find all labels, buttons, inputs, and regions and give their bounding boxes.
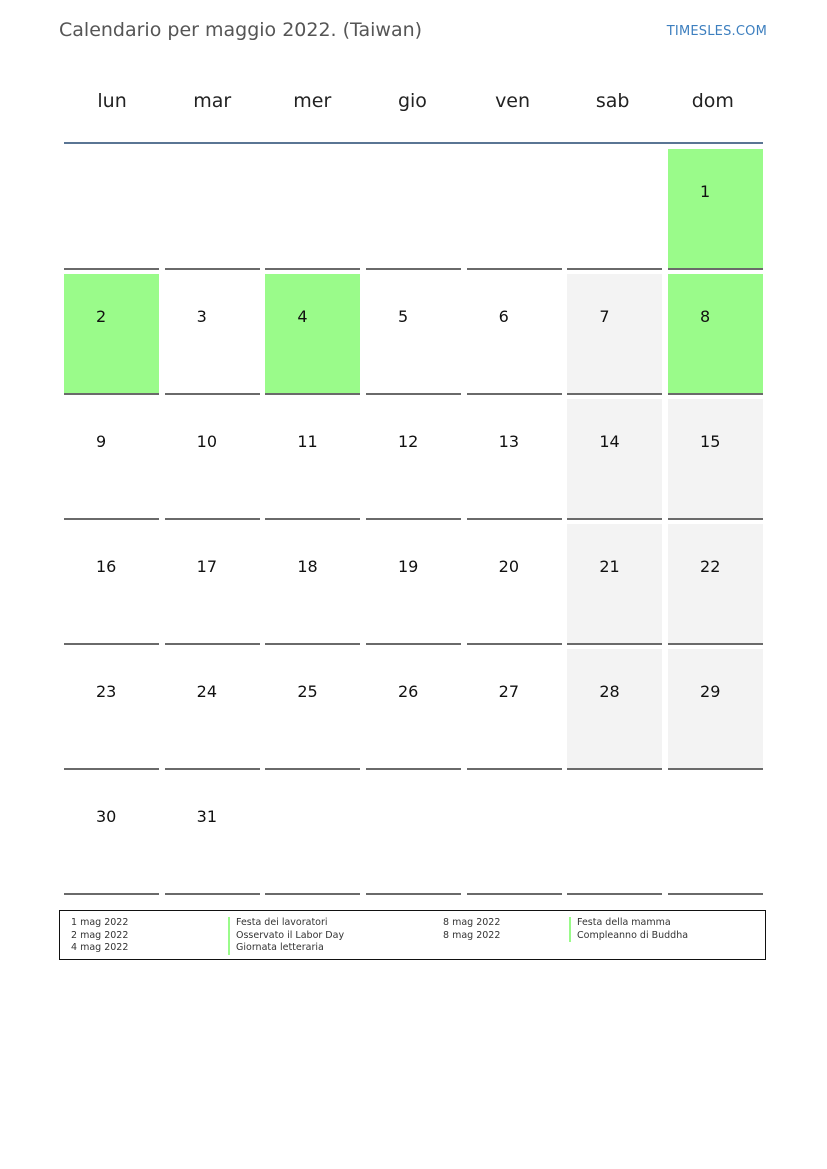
day-cell — [366, 524, 461, 645]
legend-names-left — [228, 917, 344, 955]
page-title: Calendario per maggio 2022. (Taiwan) — [59, 19, 423, 41]
day-number: 24 — [196, 682, 218, 701]
day-number: 10 — [196, 432, 218, 451]
legend-holiday-name: Festa dei lavoratori — [228, 917, 344, 930]
day-cell — [165, 649, 260, 770]
day-cell — [668, 399, 763, 520]
legend-dates-left — [71, 917, 128, 955]
day-cell — [64, 399, 159, 520]
day-number: 9 — [96, 432, 107, 451]
empty-day-cell — [265, 149, 360, 270]
holiday-legend — [59, 910, 766, 960]
day-cell — [467, 399, 562, 520]
day-number: 5 — [398, 307, 409, 326]
brand-link[interactable]: TIMESLES.COM — [666, 24, 767, 39]
empty-day-cell — [265, 774, 360, 895]
day-cell — [668, 524, 763, 645]
day-cell — [567, 649, 662, 770]
day-number: 1 — [700, 182, 711, 201]
day-cell — [265, 524, 360, 645]
calendar-grid — [64, 149, 763, 894]
day-cell — [567, 399, 662, 520]
day-cell — [467, 649, 562, 770]
day-number: 3 — [196, 307, 207, 326]
day-cell — [165, 774, 260, 895]
day-number: 29 — [700, 682, 721, 701]
day-number: 16 — [96, 557, 117, 576]
legend-date: 8 mag 2022 — [443, 929, 501, 941]
day-number: 18 — [297, 557, 318, 576]
day-cell — [668, 149, 763, 270]
day-cell — [64, 524, 159, 645]
day-cell — [567, 274, 662, 395]
weekday-label: sab — [595, 90, 630, 112]
day-number: 30 — [96, 807, 117, 826]
empty-day-cell — [467, 149, 562, 270]
day-number: 12 — [398, 432, 419, 451]
day-number: 8 — [700, 307, 711, 326]
weekday-header — [62, 90, 763, 118]
day-number: 27 — [498, 682, 520, 701]
legend-names-right — [569, 917, 688, 942]
legend-date: 8 mag 2022 — [443, 917, 501, 928]
day-cell — [668, 274, 763, 395]
day-number: 7 — [599, 307, 610, 326]
day-number: 21 — [599, 557, 620, 576]
weekday-label: mer — [293, 90, 332, 112]
weekday-label: ven — [495, 90, 531, 112]
legend-holiday-name: Osservato il Labor Day — [228, 930, 344, 943]
day-number: 15 — [700, 432, 721, 451]
day-cell — [366, 649, 461, 770]
day-cell — [265, 274, 360, 395]
empty-day-cell — [366, 149, 461, 270]
legend-date: 1 mag 2022 — [71, 917, 129, 928]
day-number: 17 — [196, 557, 218, 576]
day-number: 31 — [196, 807, 218, 826]
day-number: 14 — [599, 432, 620, 451]
empty-day-cell — [668, 774, 763, 895]
weekday-label: gio — [397, 90, 427, 112]
day-cell — [165, 399, 260, 520]
day-number: 11 — [297, 432, 318, 451]
weekday-label: dom — [691, 90, 734, 112]
header-divider — [64, 142, 763, 144]
day-cell — [366, 399, 461, 520]
legend-holiday-name: Giornata letteraria — [228, 942, 344, 955]
empty-day-cell — [64, 149, 159, 270]
legend-holiday-name: Compleanno di Buddha — [569, 930, 688, 943]
empty-day-cell — [366, 774, 461, 895]
day-cell — [467, 274, 562, 395]
empty-day-cell — [467, 774, 562, 895]
weekday-label: mar — [193, 90, 232, 112]
day-number: 6 — [498, 307, 509, 326]
legend-holiday-name: Festa della mamma — [569, 917, 688, 930]
day-cell — [64, 774, 159, 895]
day-cell — [265, 649, 360, 770]
day-number: 25 — [297, 682, 318, 701]
day-number: 2 — [96, 307, 107, 326]
day-number: 20 — [498, 557, 520, 576]
day-number: 26 — [398, 682, 419, 701]
day-cell — [567, 524, 662, 645]
day-cell — [64, 274, 159, 395]
day-number: 28 — [599, 682, 620, 701]
day-number: 23 — [96, 682, 117, 701]
legend-date: 4 mag 2022 — [71, 942, 129, 953]
day-number: 19 — [398, 557, 419, 576]
day-cell — [165, 274, 260, 395]
legend-dates-right — [443, 917, 500, 942]
legend-date: 2 mag 2022 — [71, 929, 129, 941]
day-cell — [668, 649, 763, 770]
day-cell — [467, 524, 562, 645]
weekday-label: lun — [97, 90, 127, 112]
day-cell — [366, 274, 461, 395]
day-number: 22 — [700, 557, 721, 576]
empty-day-cell — [567, 774, 662, 895]
day-number: 4 — [297, 307, 308, 326]
empty-day-cell — [165, 149, 260, 270]
day-cell — [265, 399, 360, 520]
day-cell — [165, 524, 260, 645]
day-number: 13 — [498, 432, 520, 451]
empty-day-cell — [567, 149, 662, 270]
day-cell — [64, 649, 159, 770]
